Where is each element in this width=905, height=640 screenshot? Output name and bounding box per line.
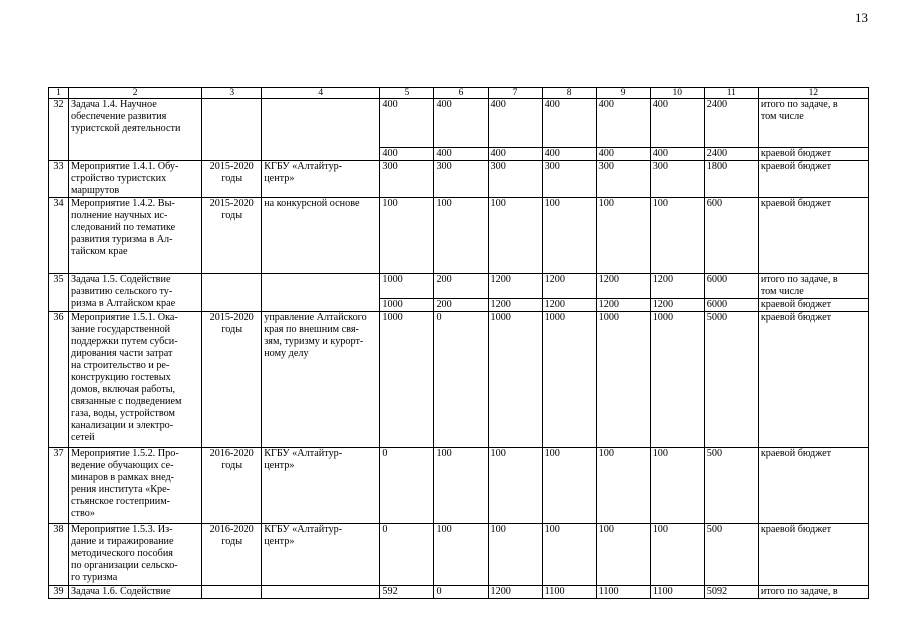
total-cell: 5000 xyxy=(704,312,758,448)
value-cell: 1000 xyxy=(380,312,434,448)
value-cell: 400 xyxy=(434,148,488,161)
value-cell: 400 xyxy=(596,148,650,161)
value-cell: 400 xyxy=(542,99,596,148)
value-cell: 1100 xyxy=(596,586,650,599)
total-cell: 1800 xyxy=(704,161,758,198)
column-number: 9 xyxy=(596,88,650,99)
funding-source: итого по задаче, в том числе xyxy=(758,99,868,148)
value-cell: 400 xyxy=(488,99,542,148)
funding-source: итого по задаче, в xyxy=(758,586,868,599)
table-row xyxy=(49,524,869,586)
column-number: 8 xyxy=(542,88,596,99)
value-cell: 1200 xyxy=(488,299,542,312)
value-cell: 100 xyxy=(380,198,434,274)
value-cell: 400 xyxy=(596,99,650,148)
item-name: Задача 1.4. Научное обеспечение развития туристской деятельности xyxy=(69,99,202,161)
value-cell: 400 xyxy=(650,148,704,161)
item-period: 2015-2020 годы xyxy=(202,161,262,198)
funding-source: краевой бюджет xyxy=(758,148,868,161)
column-number: 6 xyxy=(434,88,488,99)
item-name: Мероприятие 1.4.2. Вы- полнение научных ис- следований по тематике развития туризма в Ал- тайском крае xyxy=(69,198,202,274)
value-cell: 100 xyxy=(434,448,488,524)
total-cell: 600 xyxy=(704,198,758,274)
value-cell: 400 xyxy=(488,148,542,161)
item-executor xyxy=(262,99,380,161)
value-cell: 200 xyxy=(434,274,488,299)
value-cell: 200 xyxy=(434,299,488,312)
row-number: 35 xyxy=(49,274,69,312)
column-number: 10 xyxy=(650,88,704,99)
value-cell: 100 xyxy=(434,198,488,274)
item-period: 2016-2020 годы xyxy=(202,524,262,586)
column-number: 5 xyxy=(380,88,434,99)
column-number: 11 xyxy=(704,88,758,99)
value-cell: 1200 xyxy=(596,299,650,312)
item-period xyxy=(202,274,262,312)
total-cell: 5092 xyxy=(704,586,758,599)
row-number: 39 xyxy=(49,586,69,599)
column-number: 4 xyxy=(262,88,380,99)
item-executor xyxy=(262,586,380,599)
value-cell: 1200 xyxy=(488,586,542,599)
value-cell: 100 xyxy=(596,198,650,274)
value-cell: 1200 xyxy=(596,274,650,299)
value-cell: 1200 xyxy=(650,274,704,299)
value-cell: 1200 xyxy=(542,299,596,312)
value-cell: 100 xyxy=(650,448,704,524)
table-row xyxy=(49,274,869,299)
item-period: 2015-2020 годы xyxy=(202,312,262,448)
item-executor: на конкурсной основе xyxy=(262,198,380,274)
table-row xyxy=(49,448,869,524)
item-name: Мероприятие 1.5.3. Из- дание и тиражирование методического пособия по организации сельско- го туризма xyxy=(69,524,202,586)
row-number: 38 xyxy=(49,524,69,586)
value-cell: 100 xyxy=(650,524,704,586)
item-executor: КГБУ «Алтайтур- центр» xyxy=(262,161,380,198)
value-cell: 300 xyxy=(650,161,704,198)
value-cell: 1000 xyxy=(596,312,650,448)
item-executor: КГБУ «Алтайтур- центр» xyxy=(262,448,380,524)
item-name: Задача 1.5. Содействие развитию сельского ту- ризма в Алтайском крае xyxy=(69,274,202,312)
funding-source: краевой бюджет xyxy=(758,198,868,274)
value-cell: 100 xyxy=(542,198,596,274)
total-cell: 2400 xyxy=(704,148,758,161)
value-cell: 1000 xyxy=(380,274,434,299)
column-number: 2 xyxy=(69,88,202,99)
funding-source: краевой бюджет xyxy=(758,448,868,524)
value-cell: 300 xyxy=(596,161,650,198)
column-number: 12 xyxy=(758,88,868,99)
value-cell: 1200 xyxy=(488,274,542,299)
item-name: Мероприятие 1.5.2. Про- ведение обучающих се- минаров в рамках внед- рения института «Кре- стьянское гостеприим- ство» xyxy=(69,448,202,524)
value-cell: 100 xyxy=(488,448,542,524)
item-period: 2015-2020 годы xyxy=(202,198,262,274)
row-number: 37 xyxy=(49,448,69,524)
value-cell: 100 xyxy=(488,198,542,274)
item-period xyxy=(202,99,262,161)
value-cell: 100 xyxy=(596,524,650,586)
table-row xyxy=(49,161,869,198)
program-table xyxy=(48,87,869,599)
value-cell: 400 xyxy=(380,148,434,161)
value-cell: 400 xyxy=(542,148,596,161)
funding-source: итого по задаче, в том числе xyxy=(758,274,868,299)
row-number: 33 xyxy=(49,161,69,198)
page-number: 13 xyxy=(855,10,868,25)
column-number: 7 xyxy=(488,88,542,99)
funding-source: краевой бюджет xyxy=(758,161,868,198)
funding-source: краевой бюджет xyxy=(758,524,868,586)
funding-source: краевой бюджет xyxy=(758,312,868,448)
column-number: 1 xyxy=(49,88,69,99)
table-row xyxy=(49,586,869,599)
total-cell: 2400 xyxy=(704,99,758,148)
value-cell: 1000 xyxy=(650,312,704,448)
value-cell: 300 xyxy=(434,161,488,198)
item-period: 2016-2020 годы xyxy=(202,448,262,524)
value-cell: 300 xyxy=(380,161,434,198)
item-name: Мероприятие 1.4.1. Обу- стройство туристских маршрутов xyxy=(69,161,202,198)
value-cell: 592 xyxy=(380,586,434,599)
row-number: 32 xyxy=(49,99,69,161)
table-row xyxy=(49,312,869,448)
item-executor xyxy=(262,274,380,312)
item-name: Задача 1.6. Содействие xyxy=(69,586,202,599)
value-cell: 1000 xyxy=(542,312,596,448)
value-cell: 0 xyxy=(434,586,488,599)
total-cell: 6000 xyxy=(704,299,758,312)
value-cell: 0 xyxy=(380,448,434,524)
value-cell: 100 xyxy=(488,524,542,586)
value-cell: 100 xyxy=(542,448,596,524)
column-number: 3 xyxy=(202,88,262,99)
value-cell: 300 xyxy=(542,161,596,198)
value-cell: 100 xyxy=(596,448,650,524)
total-cell: 500 xyxy=(704,524,758,586)
value-cell: 1200 xyxy=(542,274,596,299)
table-row xyxy=(49,198,869,274)
total-cell: 500 xyxy=(704,448,758,524)
value-cell: 1000 xyxy=(380,299,434,312)
row-number: 34 xyxy=(49,198,69,274)
value-cell: 1100 xyxy=(650,586,704,599)
item-executor: КГБУ «Алтайтур- центр» xyxy=(262,524,380,586)
column-number-row xyxy=(49,88,869,99)
value-cell: 400 xyxy=(380,99,434,148)
value-cell: 400 xyxy=(434,99,488,148)
value-cell: 100 xyxy=(650,198,704,274)
value-cell: 1000 xyxy=(488,312,542,448)
value-cell: 400 xyxy=(650,99,704,148)
funding-source: краевой бюджет xyxy=(758,299,868,312)
value-cell: 0 xyxy=(380,524,434,586)
value-cell: 1100 xyxy=(542,586,596,599)
value-cell: 100 xyxy=(434,524,488,586)
item-executor: управление Алтайского края по внешним свя- зям, туризму и курорт- ному делу xyxy=(262,312,380,448)
table-row xyxy=(49,99,869,148)
value-cell: 0 xyxy=(434,312,488,448)
item-period xyxy=(202,586,262,599)
value-cell: 100 xyxy=(542,524,596,586)
item-name: Мероприятие 1.5.1. Ока- зание государственной поддержки путем субси- дирования части затрат на строительство и ре- конструкцию гостевых домов, включая работы, связанные с подведением газа, воды, устройством канализации и электро- сетей xyxy=(69,312,202,448)
total-cell: 6000 xyxy=(704,274,758,299)
row-number: 36 xyxy=(49,312,69,448)
value-cell: 300 xyxy=(488,161,542,198)
value-cell: 1200 xyxy=(650,299,704,312)
